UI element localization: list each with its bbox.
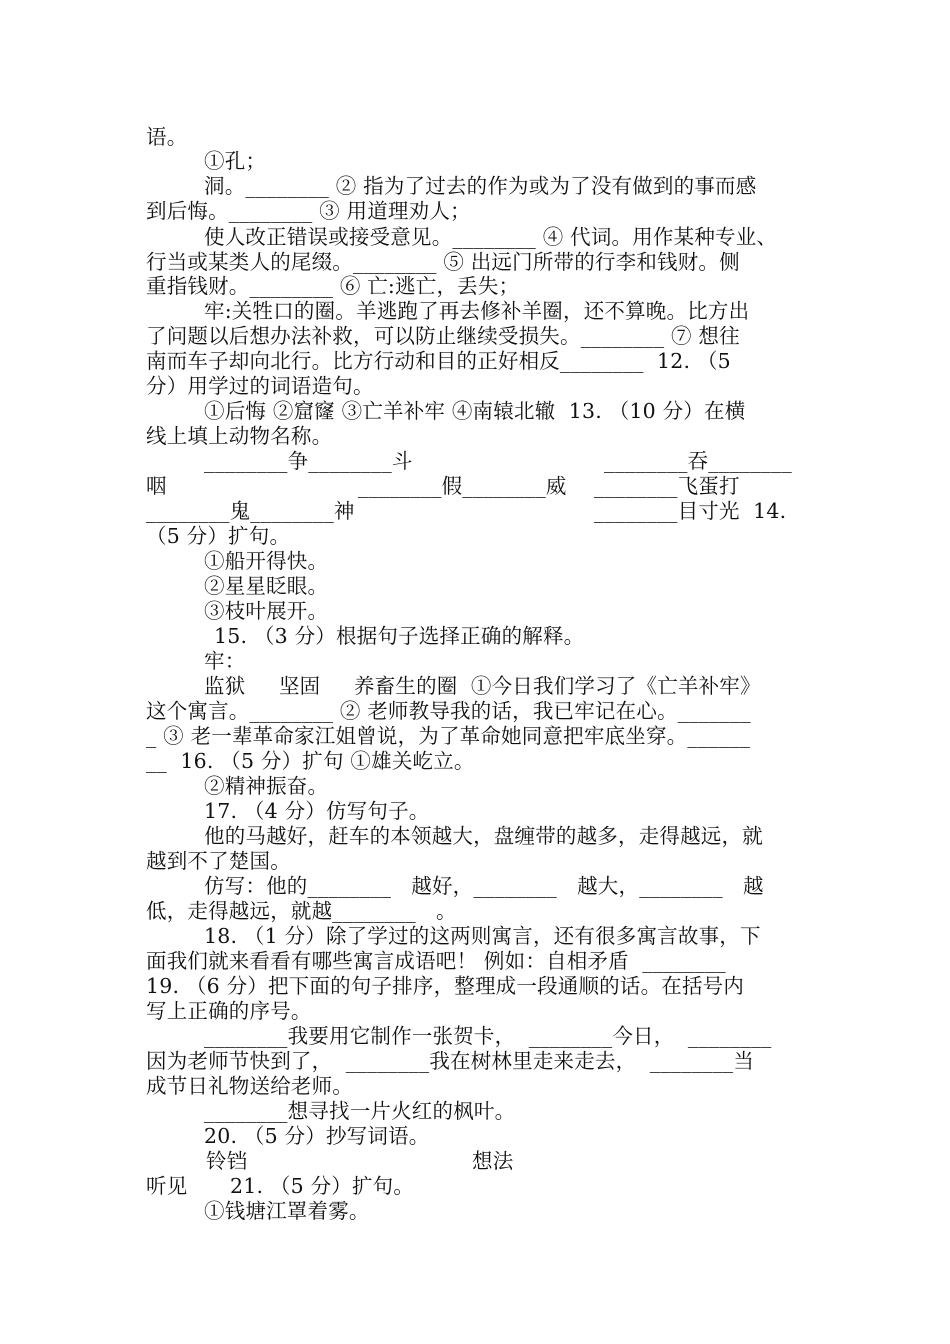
text-line: 19. （6 分）把下面的句子排序，整理成一段通顺的话。在括号内 [146, 974, 745, 998]
text-line: 牢:关牲口的圈。羊逃跑了再去修补羊圈，还不算晚。比方出 [204, 299, 750, 323]
text-line: _ ③ 老一辈革命家江姐曾说，为了革命她同意把牢底坐穿。______ [146, 724, 751, 748]
text-line: ①后悔 ②窟窿 ③亡羊补牢 ④南辕北辙 13. （10 分）在横 [204, 399, 746, 423]
text-line: ②星星眨眼。 [204, 574, 329, 598]
text-line: 17. （4 分）仿写句子。 [204, 799, 430, 823]
text-line: ________吞________ [604, 449, 792, 473]
text-line: 线上填上动物名称。 [146, 424, 333, 448]
text-line: 20. （5 分）抄写词语。 [204, 1124, 430, 1148]
text-line: ①孔； [204, 149, 267, 173]
text-line: 仿写：他的________ 越好，________ 越大，________ 越 [204, 874, 764, 898]
text-line: 这个寓言。________ ② 老师教导我的话，我已牢记在心。_______ [146, 699, 751, 723]
text-line: __ 16. （5 分）扩句 ①雄关屹立。 [146, 749, 475, 773]
text-line: 他的马越好，赶车的本领越大，盘缠带的越多，走得越远，就 [204, 824, 763, 848]
text-line: 15. （3 分）根据句子选择正确的解释。 [214, 624, 585, 648]
text-line: 写上正确的序号。 [146, 999, 312, 1023]
text-line: 想法 [472, 1149, 514, 1173]
text-line: 重指钱财。________ ⑥ 亡:逃亡，丢失； [146, 274, 520, 298]
text-line: 18. （1 分）除了学过的这两则寓言，还有很多寓言故事，下 [204, 924, 761, 948]
text-line: ①钱塘江罩着雾。 [204, 1199, 370, 1223]
text-line: 铃铛 [206, 1149, 248, 1173]
text-line: ________鬼________神 [146, 499, 355, 523]
text-line: ________想寻找一片火红的枫叶。 [204, 1099, 516, 1123]
text-line: 因为老师节快到了， ________我在树林里走来走去， ________当 [146, 1049, 755, 1073]
text-line: ②精神振奋。 [204, 774, 329, 798]
text-line: 使人改正错误或接受意见。________ ④ 代词。用作某种专业、 [204, 225, 778, 249]
text-line: ________假________威 [358, 474, 567, 498]
text-line: ________我要用它制作一张贺卡， ________今日， ________ [204, 1024, 772, 1048]
text-line: 听见 [146, 1174, 188, 1198]
text-line: 低，走得越远，就越________ 。 [146, 899, 457, 923]
text-line: ③枝叶展开。 [204, 599, 329, 623]
text-line: 到后悔。________ ③ 用道理劝人； [146, 199, 471, 223]
text-line: 咽 [146, 474, 167, 498]
text-line: ________争________斗 [204, 449, 413, 473]
text-line: 南而车子却向北行。比方行动和目的正好相反________ 12. （5 [146, 349, 731, 373]
text-line: （5 分）扩句。 [146, 524, 291, 548]
text-line: 21. （5 分）扩句。 [230, 1174, 415, 1198]
text-line: 了问题以后想办法补救，可以防止继续受损失。________ ⑦ 想往 [146, 324, 740, 348]
text-line: 语。 [146, 125, 188, 149]
text-line: 洞。________ ② 指为了过去的作为或为了没有做到的事而感 [204, 174, 757, 198]
text-line: ________目寸光 14. [594, 499, 787, 523]
text-line: ________飞蛋打 [594, 474, 740, 498]
text-line: 行当或某类人的尾缀。________ ⑤ 出远门所带的行李和钱财。侧 [146, 250, 740, 274]
text-line: 面我们就来看看有哪些寓言成语吧！ 例如：自相矛盾 ________ [146, 949, 726, 973]
text-line: 分）用学过的词语造句。 [146, 374, 374, 398]
text-line: 成节日礼物送给老师。 [146, 1074, 353, 1098]
text-line: 监狱 坚固 养畜生的圈 ①今日我们学习了《亡羊补牢》 [204, 674, 761, 698]
text-line: 越到不了楚国。 [146, 849, 291, 873]
text-line: 牢： [204, 649, 246, 673]
text-line: ①船开得快。 [204, 549, 329, 573]
